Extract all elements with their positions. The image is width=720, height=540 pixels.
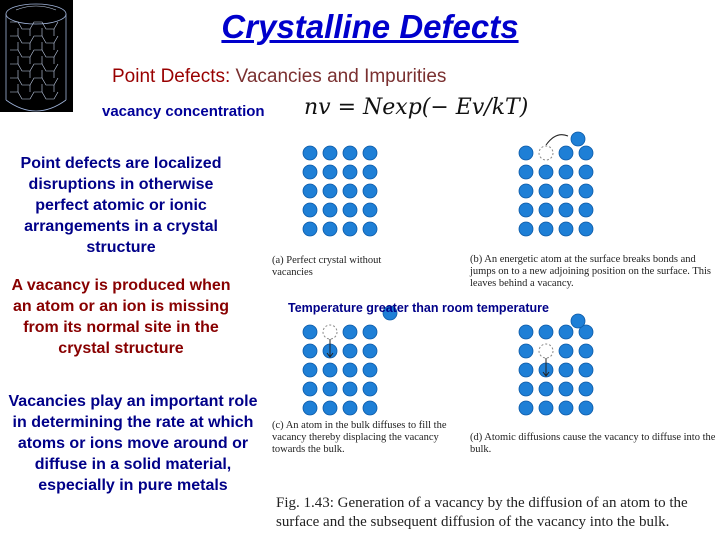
lattice-a-atom bbox=[343, 184, 357, 198]
lattice-c-atom bbox=[303, 325, 317, 339]
lattice-d-atom bbox=[559, 325, 573, 339]
lattice-a-atom bbox=[363, 165, 377, 179]
lattice-a-atom bbox=[363, 146, 377, 160]
lattice-b-atom bbox=[579, 146, 593, 160]
lattice-c-atom bbox=[323, 363, 337, 377]
lattice-a-atom bbox=[323, 222, 337, 236]
lattice-b-atom bbox=[559, 203, 573, 217]
lattice-a-atom bbox=[323, 165, 337, 179]
lattice-d-atom bbox=[579, 382, 593, 396]
lattice-d-atom bbox=[559, 344, 573, 358]
slide-title: Crystalline Defects bbox=[221, 8, 519, 45]
lattice-a-atom bbox=[323, 203, 337, 217]
lattice-c-atom bbox=[343, 325, 357, 339]
figure-caption: Fig. 1.43: Generation of a vacancy by the diffusion of an atom to the surface and the subsequent diffusion of the vacancy into the bulk. bbox=[276, 495, 688, 530]
lattice-c-atom bbox=[343, 382, 357, 396]
lattice-b-atom bbox=[559, 184, 573, 198]
lattice-c-atom bbox=[363, 401, 377, 415]
lattice-c-atom bbox=[363, 382, 377, 396]
lattice-a-atom bbox=[303, 184, 317, 198]
lattice-c-atom bbox=[363, 325, 377, 339]
lattice-d-atom bbox=[579, 344, 593, 358]
lattice-b-atom bbox=[519, 203, 533, 217]
lattice-b-vacancy bbox=[539, 146, 553, 160]
lattice-c-atom bbox=[363, 344, 377, 358]
lattice-a-atom bbox=[363, 184, 377, 198]
lattice-b-jumped-atom bbox=[571, 132, 585, 146]
vacancy-concentration-label: vacancy concentration bbox=[102, 103, 265, 120]
lattice-b-atom bbox=[539, 184, 553, 198]
lattice-a-atom bbox=[343, 146, 357, 160]
lattice-b-atom bbox=[539, 165, 553, 179]
lattice-d-atom bbox=[519, 382, 533, 396]
lattice-d-atom bbox=[579, 363, 593, 377]
lattice-b-atom bbox=[519, 146, 533, 160]
lattice-a-atom bbox=[303, 165, 317, 179]
lattice-a-atom bbox=[303, 146, 317, 160]
lattice-c-atom bbox=[343, 344, 357, 358]
lattice-b-atom bbox=[539, 203, 553, 217]
lattice-d-atom bbox=[559, 401, 573, 415]
caption-a: (a) Perfect crystal without vacancies bbox=[272, 255, 382, 278]
lattice-d-atom bbox=[559, 363, 573, 377]
lattice-c-atom bbox=[363, 363, 377, 377]
lattice-d-atom bbox=[519, 363, 533, 377]
lattice-c-atom bbox=[323, 382, 337, 396]
caption-c: (c) An atom in the bulk diffuses to fill the vacancy thereby displacing the vacancy towards the bulk. bbox=[272, 420, 447, 455]
lattice-b-atom bbox=[539, 222, 553, 236]
lattice-b-atom bbox=[519, 184, 533, 198]
lattice-d-vacancy bbox=[539, 344, 553, 358]
subtitle-lead: Point Defects: bbox=[112, 66, 231, 87]
subtitle-rest: Vacancies and Impurities bbox=[230, 66, 447, 87]
lattice-d-atom bbox=[519, 344, 533, 358]
lattice-c-atom bbox=[303, 363, 317, 377]
lattice-a-atom bbox=[303, 203, 317, 217]
lattice-c-atom bbox=[343, 363, 357, 377]
lattice-a-atom bbox=[323, 146, 337, 160]
lattice-d-atom bbox=[519, 401, 533, 415]
lattice-d-atom bbox=[559, 382, 573, 396]
lattice-b-atom bbox=[579, 184, 593, 198]
lattice-b-atom bbox=[579, 203, 593, 217]
lattice-b-atom bbox=[519, 165, 533, 179]
lattice-a-atom bbox=[363, 222, 377, 236]
lattice-a-atom bbox=[343, 165, 357, 179]
lattice-d-atom bbox=[519, 325, 533, 339]
caption-b: (b) An energetic atom at the surface breaks bonds and jumps on to a new adjoining position on the surface. This leaves behind a vacancy. bbox=[470, 254, 711, 289]
temperature-note: Temperature greater than room temperature bbox=[288, 301, 549, 315]
lattice-a-atom bbox=[323, 184, 337, 198]
lattice-d-atom bbox=[539, 325, 553, 339]
lattice-c-atom bbox=[323, 401, 337, 415]
lattice-a-atom bbox=[343, 222, 357, 236]
lattice-a-atom bbox=[303, 222, 317, 236]
lattice-b-atom bbox=[559, 222, 573, 236]
lattice-d-surface-atom bbox=[571, 314, 585, 328]
lattice-c-atom bbox=[303, 401, 317, 415]
lattice-b-atom bbox=[579, 222, 593, 236]
formula-text: nv = Nexp(− Ev/kT) bbox=[304, 95, 529, 120]
lattice-c-atom bbox=[303, 344, 317, 358]
lattice-d-atom bbox=[579, 401, 593, 415]
lattice-b-atom bbox=[559, 165, 573, 179]
jump-arrow bbox=[546, 135, 568, 145]
caption-d: (d) Atomic diffusions cause the vacancy to diffuse into the bulk. bbox=[470, 432, 716, 455]
lattice-a-atom bbox=[343, 203, 357, 217]
paragraph-diffusion: Vacancies play an important role in determining the rate at which atoms or ions move around or diffuse in a solid material, especially in pure metals bbox=[8, 393, 258, 494]
paragraph-vacancy: A vacancy is produced when an atom or an ion is missing from its normal site in the crystal structure bbox=[11, 277, 231, 357]
lattice-c-atom bbox=[303, 382, 317, 396]
lattice-b-atom bbox=[579, 165, 593, 179]
lattice-c-vacancy bbox=[323, 325, 337, 339]
paragraph-point-defects: Point defects are localized disruptions in otherwise perfect atomic or ionic arrangements in a crystal structure bbox=[20, 155, 222, 256]
lattice-b-atom bbox=[519, 222, 533, 236]
lattice-d-atom bbox=[539, 401, 553, 415]
lattice-c-atom bbox=[343, 401, 357, 415]
lattice-d-atom bbox=[539, 382, 553, 396]
lattice-a-atom bbox=[363, 203, 377, 217]
lattice-b-atom bbox=[559, 146, 573, 160]
